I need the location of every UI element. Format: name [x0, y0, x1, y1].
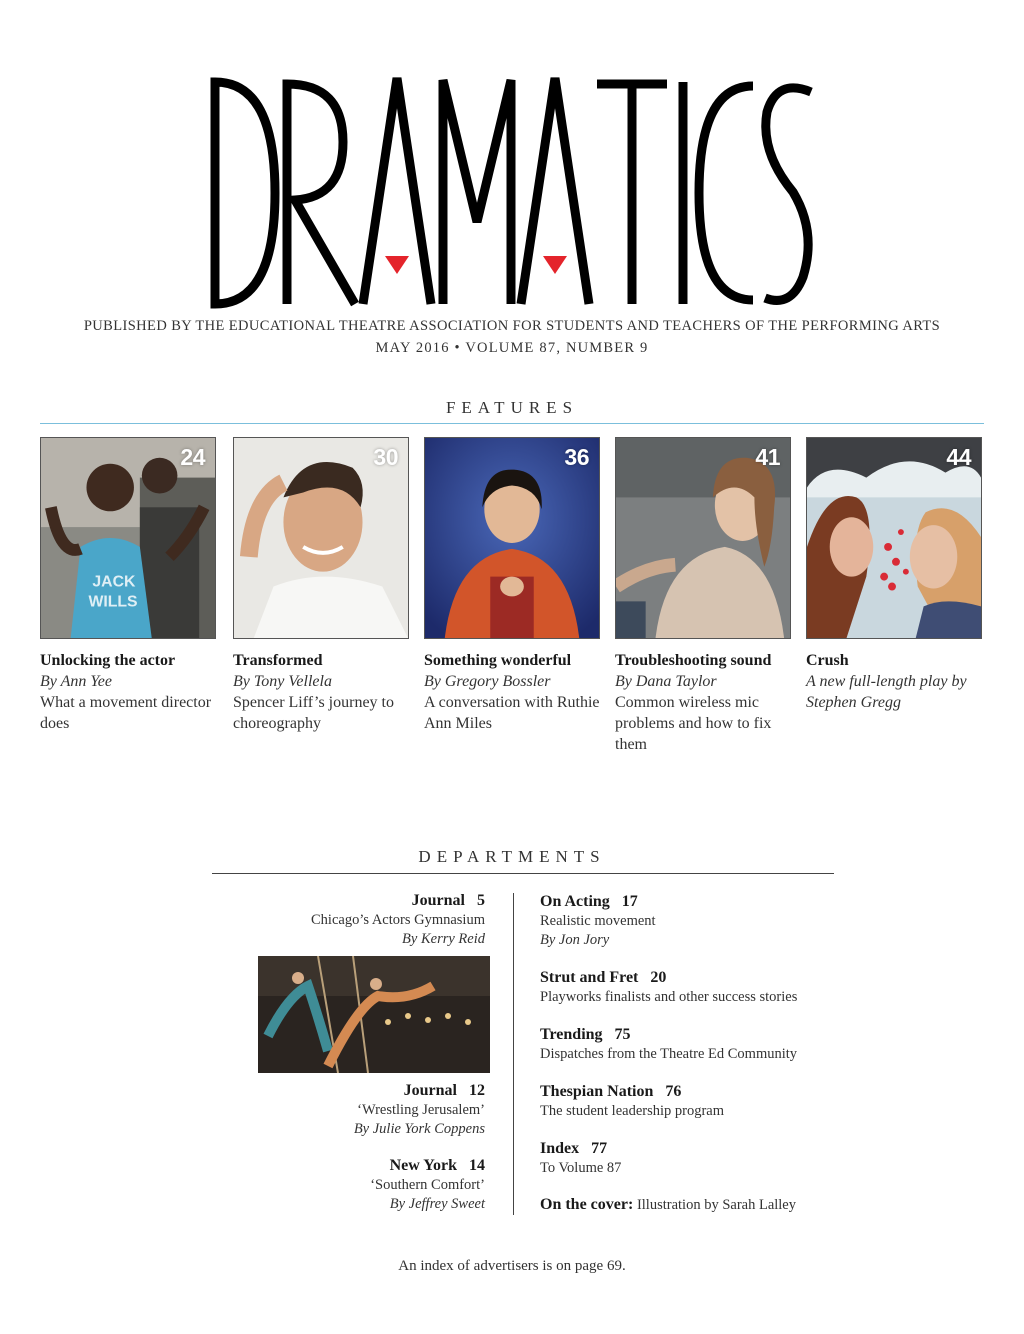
department-description: Chicago’s Actors Gymnasium	[311, 912, 485, 928]
department-description: To Volume 87	[540, 1160, 622, 1176]
department-page: 17	[621, 893, 638, 910]
cover-credit	[540, 1196, 796, 1214]
feature-title[interactable]: Crush	[806, 652, 849, 669]
department-title[interactable]: Strut and Fret 20	[540, 969, 667, 986]
feature-photo[interactable]	[615, 437, 791, 639]
department-entry[interactable]	[540, 1025, 797, 1064]
department-title[interactable]: Trending 75	[540, 1026, 631, 1043]
department-title[interactable]: Index 77	[540, 1140, 608, 1157]
feature-title[interactable]: Something wonderful	[424, 652, 572, 669]
department-entry[interactable]	[540, 1139, 621, 1178]
department-entry[interactable]	[540, 1082, 724, 1121]
department-title[interactable]: Thespian Nation 76	[540, 1083, 682, 1100]
department-page: 76	[665, 1083, 682, 1100]
masthead-subtitle: PUBLISHED BY THE EDUCATIONAL THEATRE ASSOCIATION FOR STUDENTS AND TEACHERS OF THE PERFORMING ARTS	[83, 318, 941, 334]
department-byline: By Jeffrey Sweet	[389, 1196, 485, 1212]
feature-title[interactable]: Troubleshooting sound	[615, 652, 772, 669]
feature-photo[interactable]	[806, 437, 982, 639]
feature-page-number: 24	[180, 444, 205, 470]
departments-divider	[212, 873, 834, 874]
department-byline: By Julie York Coppens	[353, 1121, 485, 1137]
department-description: ‘Southern Comfort’	[370, 1177, 485, 1193]
feature-card[interactable]	[615, 437, 791, 755]
column-divider	[513, 893, 514, 1215]
feature-photo[interactable]	[233, 437, 409, 639]
advertisers-note: An index of advertisers is on page 69.	[398, 1258, 626, 1274]
feature-description: Common wireless mic problems and how to fix them	[615, 694, 772, 753]
feature-byline: By Gregory Bossler	[424, 673, 551, 690]
department-page: 12	[469, 1082, 485, 1099]
departments-heading: DEPARTMENTS	[418, 847, 606, 866]
department-page: 20	[650, 969, 667, 986]
features-divider	[40, 423, 984, 424]
feature-byline: By Ann Yee	[40, 673, 112, 690]
department-title[interactable]: On Acting 17	[540, 893, 638, 910]
feature-page-number: 30	[373, 444, 398, 470]
department-entry[interactable]	[540, 968, 797, 1007]
feature-byline: By Dana Taylor	[615, 673, 717, 690]
issue-info: MAY 2016 • VOLUME 87, NUMBER 9	[375, 340, 649, 356]
department-title[interactable]: Journal 5	[411, 892, 485, 909]
feature-description: A conversation with Ruthie Ann Miles	[424, 694, 600, 732]
svg-text:JACK: JACK	[92, 573, 136, 591]
feature-card[interactable]	[40, 437, 216, 734]
feature-photo[interactable]	[40, 437, 216, 639]
department-description: Dispatches from the Theatre Ed Community	[540, 1046, 798, 1062]
department-description: Playworks finalists and other success stories	[540, 989, 798, 1005]
feature-card[interactable]	[424, 437, 600, 734]
department-page: 5	[477, 892, 485, 909]
feature-photo[interactable]	[424, 437, 600, 639]
department-page: 14	[469, 1157, 485, 1174]
masthead-logo	[205, 72, 819, 312]
feature-card[interactable]	[806, 437, 982, 713]
department-page: 75	[614, 1026, 631, 1043]
svg-text:WILLS: WILLS	[88, 593, 138, 611]
features-heading: FEATURES	[445, 398, 579, 417]
department-entry[interactable]	[370, 1156, 485, 1214]
department-entry[interactable]	[540, 892, 656, 950]
feature-page-number: 44	[946, 444, 971, 470]
feature-byline: A new full-length play by Stephen Gregg	[806, 673, 967, 711]
feature-card[interactable]	[233, 437, 409, 734]
cover-credit-label: On the cover:	[540, 1196, 634, 1213]
department-byline: By Jon Jory	[540, 932, 610, 948]
department-description: ‘Wrestling Jerusalem’	[357, 1102, 485, 1118]
feature-page-number: 36	[564, 444, 589, 470]
department-photo[interactable]	[258, 956, 490, 1073]
feature-title[interactable]: Transformed	[233, 652, 323, 669]
cover-credit-text: Illustration by Sarah Lalley	[636, 1197, 796, 1213]
feature-page-number: 41	[755, 444, 780, 470]
department-description: Realistic movement	[540, 913, 656, 929]
feature-byline: By Tony Vellela	[233, 673, 332, 690]
department-entry[interactable]	[354, 1081, 485, 1139]
feature-description: Spencer Liff’s journey to choreography	[233, 694, 394, 732]
department-entry[interactable]	[311, 891, 485, 949]
department-title[interactable]: Journal 12	[403, 1082, 485, 1099]
department-title[interactable]: New York 14	[389, 1157, 485, 1174]
department-description: The student leadership program	[540, 1103, 725, 1119]
department-byline: By Kerry Reid	[402, 931, 485, 947]
department-page: 77	[591, 1140, 608, 1157]
feature-description: What a movement director does	[40, 694, 212, 732]
feature-title[interactable]: Unlocking the actor	[40, 652, 176, 669]
